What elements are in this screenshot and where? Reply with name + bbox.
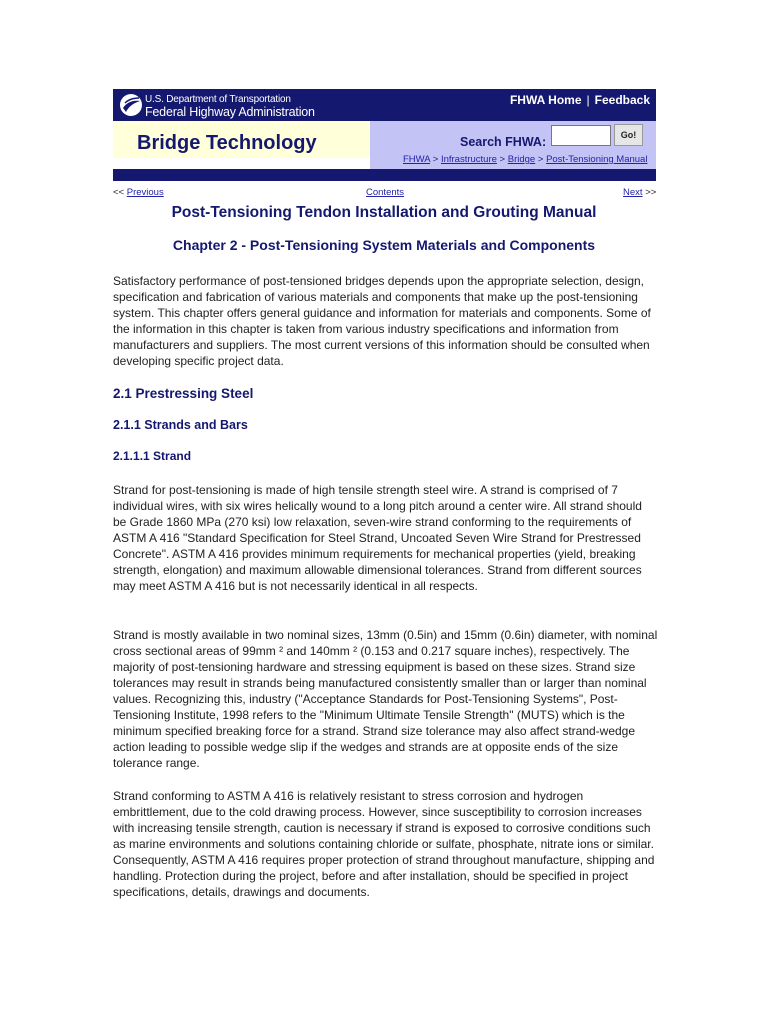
previous-link[interactable]: Previous xyxy=(126,187,164,198)
next-link[interactable]: Next xyxy=(623,187,643,198)
contents-link[interactable]: Contents xyxy=(366,187,405,198)
feedback-link[interactable]: Feedback xyxy=(594,93,650,107)
top-bar xyxy=(113,89,656,121)
fhwa-home-link[interactable]: FHWA Home xyxy=(509,93,582,107)
link-separator: | xyxy=(586,93,590,107)
breadcrumb-separator: > xyxy=(537,154,544,165)
search-input[interactable] xyxy=(551,125,611,146)
next-arrows: >> xyxy=(645,187,657,198)
chapter-title: Chapter 2 - Post-Tensioning System Materials and Components xyxy=(172,237,596,253)
strand-paragraph-1: Strand for post-tensioning is made of high tensile strength steel wire. A strand is comprised of 7 individual wires, with six wires helically wound to a long pitch around a center wire. All strand should be Grade 1860 MPa (270 ksi) low relaxation, seven-wire strand conforming to the requirements of ASTM A 416 "Standard Specification for Steel Strand, Uncoated Seven Wire Strand for Prestressed Concrete". ASTM A 416 provides minimum requirements for mechanical properties (yield, breaking strength, elongation) and maximum allowable dimensional tolerances. Strand from different sources may meet ASTM A 416 but is not necessarily identical in all respects. xyxy=(113,483,642,593)
previous-nav xyxy=(113,187,164,198)
agency-line-1: U.S. Department of Transportation xyxy=(145,94,291,105)
next-nav xyxy=(623,187,656,198)
contents-nav xyxy=(366,187,404,198)
document-title: Post-Tensioning Tendon Installation and Grouting Manual xyxy=(171,204,597,221)
site-header xyxy=(113,89,656,181)
agency-name[interactable] xyxy=(145,93,315,119)
breadcrumb-infrastructure[interactable]: Infrastructure xyxy=(440,154,497,165)
section-heading-2-1: 2.1 Prestressing Steel xyxy=(113,386,254,401)
section-heading-2-1-1: 2.1.1 Strands and Bars xyxy=(113,418,248,432)
top-links xyxy=(510,93,650,107)
breadcrumb-separator: > xyxy=(432,154,439,165)
site-title[interactable]: Bridge Technology xyxy=(137,132,317,154)
dot-logo-icon[interactable] xyxy=(119,93,143,117)
breadcrumb-separator: > xyxy=(499,154,506,165)
strand-paragraph-2: Strand is mostly available in two nominal sizes, 13mm (0.5in) and 15mm (0.6in) diameter, with nominal cross sectional areas of 99mm ² and 140mm ² (0.153 and 0.217 square inches), respectively. The majority of post-tensioning hardware and stressing equipment is based on these sizes. Strand size tolerances may result in strands being manufactured consistently smaller than or larger than nominal values. Recognizing this, industry ("Acceptance Standards for Post-Tensioning Systems", Post-Tensioning Institute, 1998 refers to the "Minimum Ultimate Tensile Strength" (MUTS) which is the minimum specified breaking force for a strand. Strand size tolerance may also affect strand-wedge action leading to possible wedge slip if the wedges and strands are at opposite ends of the size tolerance range. xyxy=(113,628,658,770)
bottom-bar xyxy=(113,169,656,181)
section-heading-2-1-1-1: 2.1.1.1 Strand xyxy=(113,449,192,463)
strand-paragraph-3: Strand conforming to ASTM A 416 is relatively resistant to stress corrosion and hydrogen embrittlement, due to the cold drawing process. However, since susceptibility to corrosion increases with increasing tensile strength, caution is necessary if strand is exposed to corrosive conditions such as marine environments and solutions containing chloride or sulfate, phosphate, nitrate ions or similar. Consequently, ASTM A 416 requires proper protection of strand throughout manufacture, shipping and handling. Protection during the project, before and after installation, should be specified in project specifications, details, drawings and documents. xyxy=(113,789,655,899)
search-label: Search FHWA: xyxy=(460,135,547,149)
breadcrumb-bridge[interactable]: Bridge xyxy=(507,154,536,165)
agency-line-2: Federal Highway Administration xyxy=(145,105,315,119)
go-button[interactable]: Go! xyxy=(614,124,643,146)
previous-arrows: << xyxy=(113,187,125,198)
breadcrumb-post-tensioning-manual[interactable]: Post-Tensioning Manual xyxy=(546,154,648,165)
breadcrumb xyxy=(403,154,647,165)
intro-paragraph: Satisfactory performance of post-tensioned bridges depends upon the appropriate selection, design, specification and fabrication of various materials and components that make up the post-tensioning system. This chapter offers general guidance and information for materials and components. Some of the information in this chapter is taken from various industry specifications and information from manufacturers and suppliers. The most current versions of this information should be consulted when developing specific project data. xyxy=(113,274,651,368)
breadcrumb-fhwa[interactable]: FHWA xyxy=(403,154,431,165)
